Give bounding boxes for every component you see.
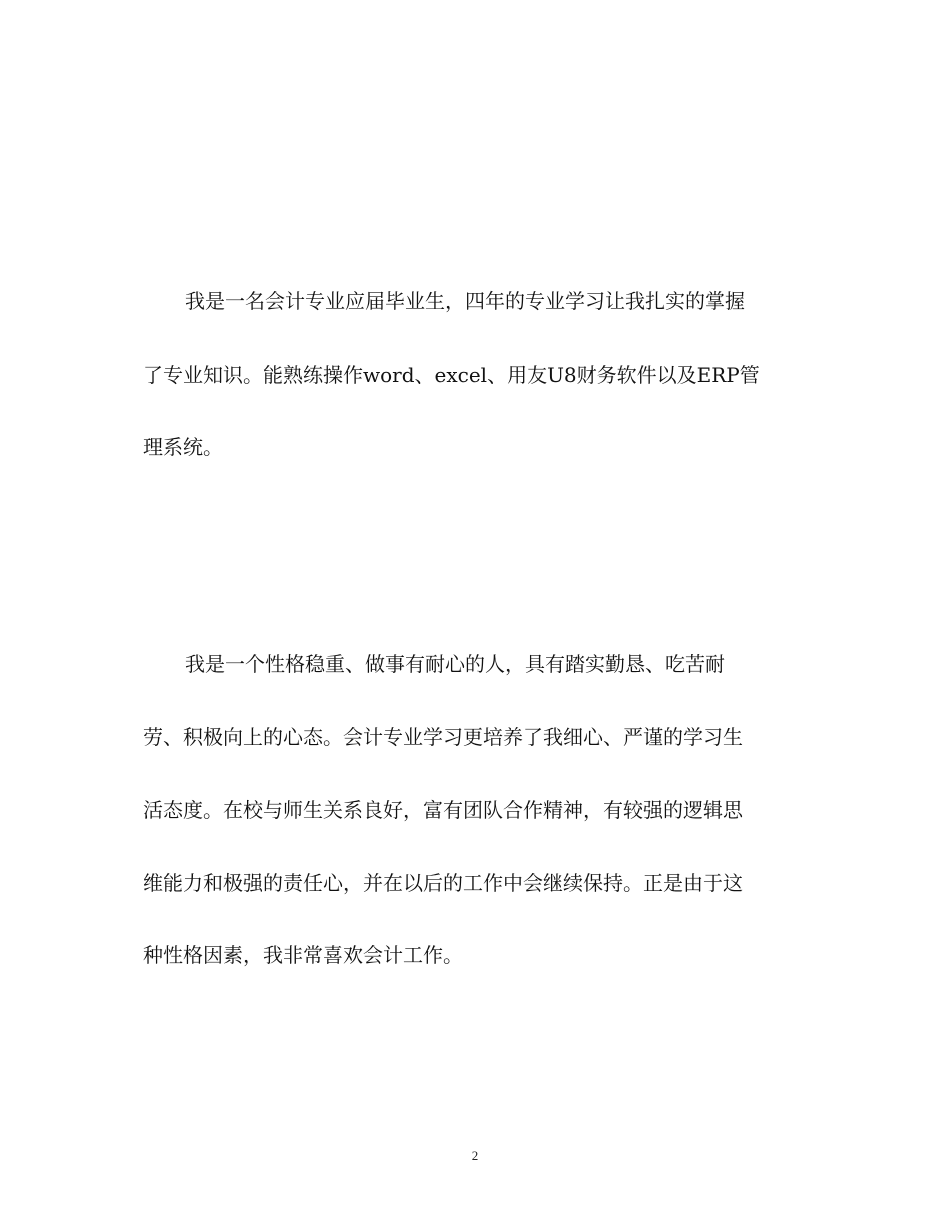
paragraph-2-line-5: 种性格因素，我非常喜欢会计工作。 [143,943,463,967]
paragraph-2-line-1: 我是一个性格稳重、做事有耐心的人，具有踏实勤恳、吃苦耐 [185,652,725,676]
page-number: 2 [471,1148,479,1163]
paragraph-1-line-3: 理系统。 [143,435,223,459]
paragraph-2-line-4: 维能力和极强的责任心，并在以后的工作中会继续保持。正是由于这 [143,871,743,895]
paragraph-2-line-2: 劳、积极向上的心态。会计专业学习更培养了我细心、严谨的学习生 [143,725,743,749]
paragraph-2-line-3: 活态度。在校与师生关系良好，富有团队合作精神，有较强的逻辑思 [143,798,743,822]
paragraph-1-line-2: 了专业知识。能熟练操作word、excel、用友U8财务软件以及ERP管 [143,363,760,387]
paragraph-1-line-1: 我是一名会计专业应届毕业生，四年的专业学习让我扎实的掌握 [185,289,745,313]
